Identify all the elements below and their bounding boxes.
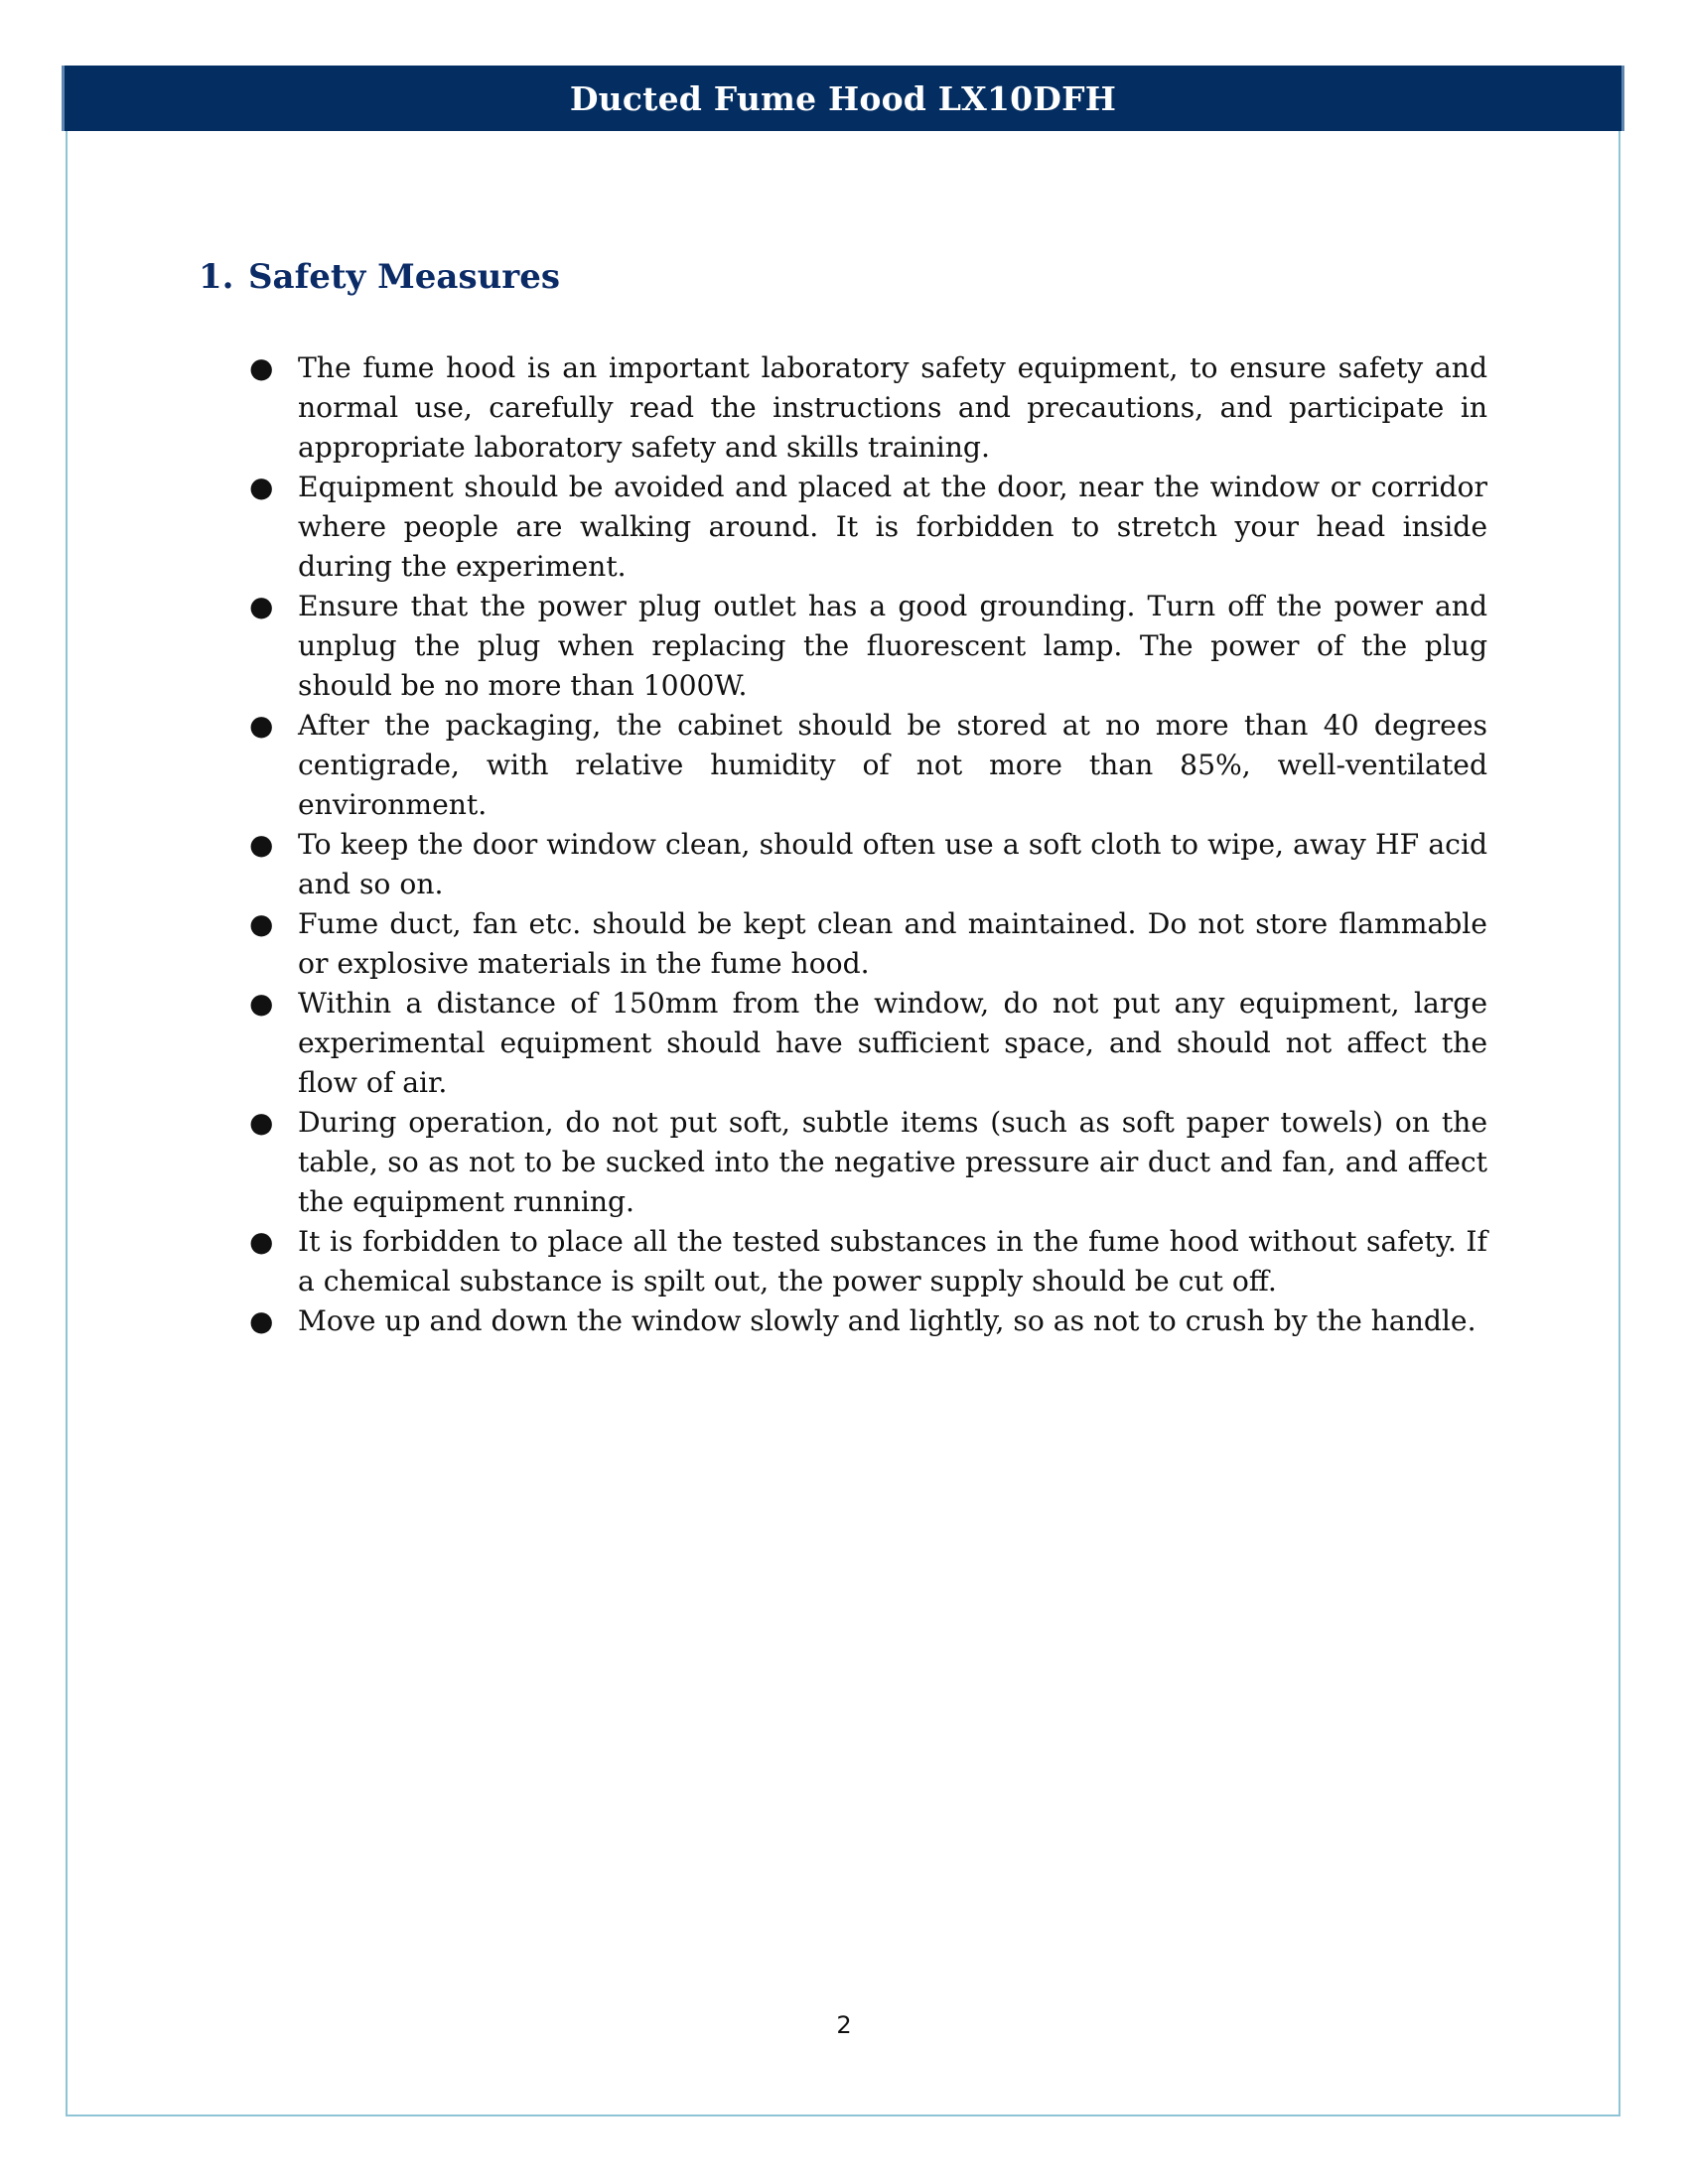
- section-heading: [199, 257, 560, 297]
- section-title: Safety Measures: [248, 257, 560, 297]
- safety-measures-list: [246, 348, 1487, 1341]
- list-item: [246, 706, 1487, 825]
- list-item: [246, 587, 1487, 706]
- list-item: [246, 984, 1487, 1103]
- bullet-icon: ●: [249, 987, 274, 1020]
- bullet-icon: ●: [249, 471, 274, 503]
- list-item: [246, 825, 1487, 904]
- list-item-text: To keep the door window clean, should often use a soft cloth to wipe, away HF acid and so on.: [298, 828, 1487, 900]
- bullet-icon: ●: [249, 709, 274, 742]
- list-item-text: After the packaging, the cabinet should be stored at no more than 40 degrees centigrade, with relative humidity of not more than 85%, well-ventilated environment.: [298, 709, 1487, 821]
- document-title: Ducted Fume Hood LX10DFH: [569, 78, 1117, 118]
- list-item-text: It is forbidden to place all the tested substances in the fume hood without safety. If a chemical substance is spilt out, the power supply should be cut off.: [298, 1225, 1487, 1297]
- list-item-text: During operation, do not put soft, subtle items (such as soft paper towels) on the table, so as not to be sucked into the negative pressure air duct and fan, and affect the equipment running.: [298, 1106, 1487, 1218]
- list-item-text: Move up and down the window slowly and lightly, so as not to crush by the handle.: [298, 1304, 1477, 1337]
- list-item: [246, 1301, 1487, 1341]
- list-item: [246, 1103, 1487, 1222]
- list-item: [246, 1222, 1487, 1301]
- list-item-text: Equipment should be avoided and placed at the door, near the window or corridor where people are walking around. It is forbidden to stretch your head inside during the experiment.: [298, 471, 1487, 583]
- list-item-text: Ensure that the power plug outlet has a good grounding. Turn off the power and unplug the plug when replacing the fluorescent lamp. The power of the plug should be no more than 1000W.: [298, 590, 1487, 702]
- bullet-icon: ●: [249, 907, 274, 940]
- bullet-icon: ●: [249, 1106, 274, 1139]
- bullet-icon: ●: [249, 1304, 274, 1337]
- bullet-icon: ●: [249, 351, 274, 384]
- list-item-text: Within a distance of 150mm from the window, do not put any equipment, large experimental equipment should have sufficient space, and should not affect the flow of air.: [298, 987, 1487, 1099]
- bullet-icon: ●: [249, 1225, 274, 1258]
- page-number: 2: [836, 2011, 852, 2039]
- bullet-icon: ●: [249, 828, 274, 861]
- list-item: [246, 348, 1487, 468]
- list-item: [246, 904, 1487, 984]
- header-bar: [62, 66, 1624, 131]
- list-item-text: The fume hood is an important laboratory safety equipment, to ensure safety and normal use, carefully read the instructions and precautions, and participate in appropriate laboratory safety and skills training.: [298, 351, 1487, 464]
- list-item: [246, 468, 1487, 587]
- list-item-text: Fume duct, fan etc. should be kept clean and maintained. Do not store flammable or explosive materials in the fume hood.: [298, 907, 1487, 980]
- section-number: 1.: [199, 257, 234, 297]
- bullet-icon: ●: [249, 590, 274, 622]
